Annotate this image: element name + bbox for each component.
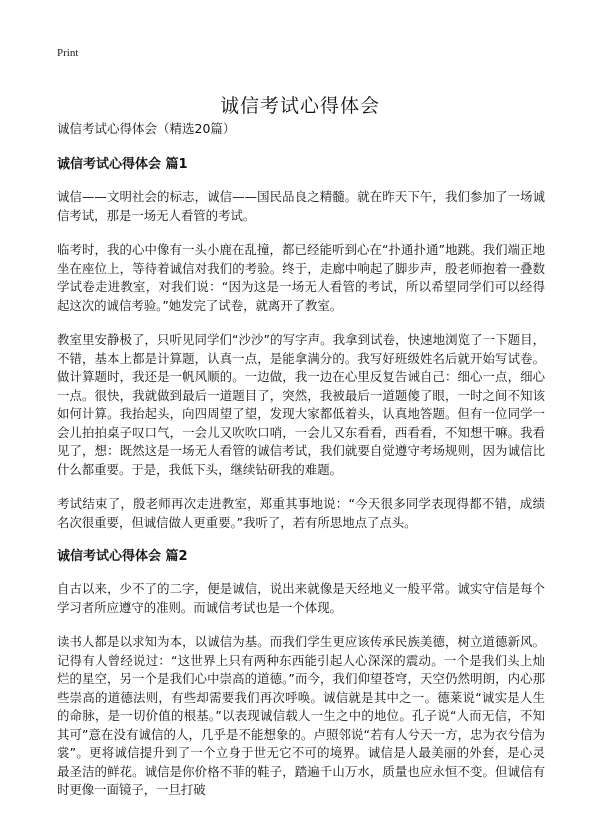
section-heading: 诚信考试心得体会 篇1 [57, 157, 188, 172]
paragraph: 考试结束了，殷老师再次走进教室，郑重其事地说：“今天很多同学表现得都不错，成绩名次很重要，但诚信做人更重要。”我听了，若有所思地点了点头。 [57, 496, 545, 530]
paragraph: 读书人都是以求知为本，以诚信为基。而我们学生更应该传承民族美德，树立道德新风。记得有人曾经说过：“这世界上只有两种东西能引起人心深深的震动。一个是我们头上灿烂的星空，另一个是我们心中崇高的道德。”而今，我们仰望苍穹，天空仍然明朗，内心那些崇高的道德法则，有些却需要我们再次呼唤。诚信就是其中之一。德莱说“诚实是人生的命脉，是一切价值的根基。”以表现诚信载人一生之中的地位。孔子说“人而无信，不知其可”意在没有诚信的人，几乎是不能想象的。卢照邻说“若有人兮天一方，忠为衣兮信为裳”。更将诚信提升到了一个立身于世无它不可的境界。诚信是人最美丽的外套，是心灵最圣洁的鲜花。诚信是你价格不菲的鞋子，踏遍千山万水，质量也应永恒不变。但诚信有时更像一面镜子，一旦打破 [57, 634, 545, 797]
paragraph: 临考时，我的心中像有一头小鹿在乱撞，都已经能听到心在“扑通扑通”地跳。我们端正地坐在座位上，等待着诚信对我们的考验。终于，走廊中响起了脚步声，殷老师抱着一叠数学试卷走进教室，对我们说：“因为这是一场无人看管的考试，所以希望同学们可以经得起这次的诚信考验。”她发完了试卷，就离开了教室。 [57, 242, 545, 313]
print-link[interactable]: Print [57, 47, 79, 59]
section-2 [57, 548, 545, 800]
section-heading: 诚信考试心得体会 篇2 [57, 549, 188, 564]
document-body [57, 120, 545, 816]
paragraph: 教室里安静极了，只听见同学们“沙沙”的写字声。我拿到试卷，快速地浏览了一下题目，不错，基本上都是计算题，认真一点，是能拿满分的。我写好班级姓名后就开始写试卷。做计算题时，我还是一帆风顺的。一边做，我一边在心里反复告诫自己：细心一点，细心一点。很快，我就做到最后一道题目了，突然，我被最后一道题傻了眼，一时之间不知该如何计算。我抬起头，向四周望了望，发现大家都低着头，认真地答题。但有一位同学一会儿拍拍桌子叹口气，一会儿又吹吹口哨，一会儿又东看看，西看看，不知想干嘛。我看见了，想：既然这是一场无人看管的诚信考试，我们就要自觉遵守考场规则，因为诚信比什么都重要。于是，我低下头，继续钻研我的难题。 [57, 332, 545, 477]
page-title: 诚信考试心得体会 [219, 94, 380, 117]
document-subtitle: 诚信考试心得体会（精选20篇） [57, 121, 236, 136]
paragraph: 诚信——文明社会的标志，诚信——国民品良之精髓。就在昨天下午，我们参加了一场诚信考试，那是一场无人看管的考试。 [57, 189, 545, 223]
section-1 [57, 156, 545, 532]
paragraph: 自古以来，少不了的二字，便是诚信，说出来就像是天经地义一般平常。诚实守信是每个学习者所应遵守的准则。而诚信考试也是一个体现。 [57, 581, 545, 615]
